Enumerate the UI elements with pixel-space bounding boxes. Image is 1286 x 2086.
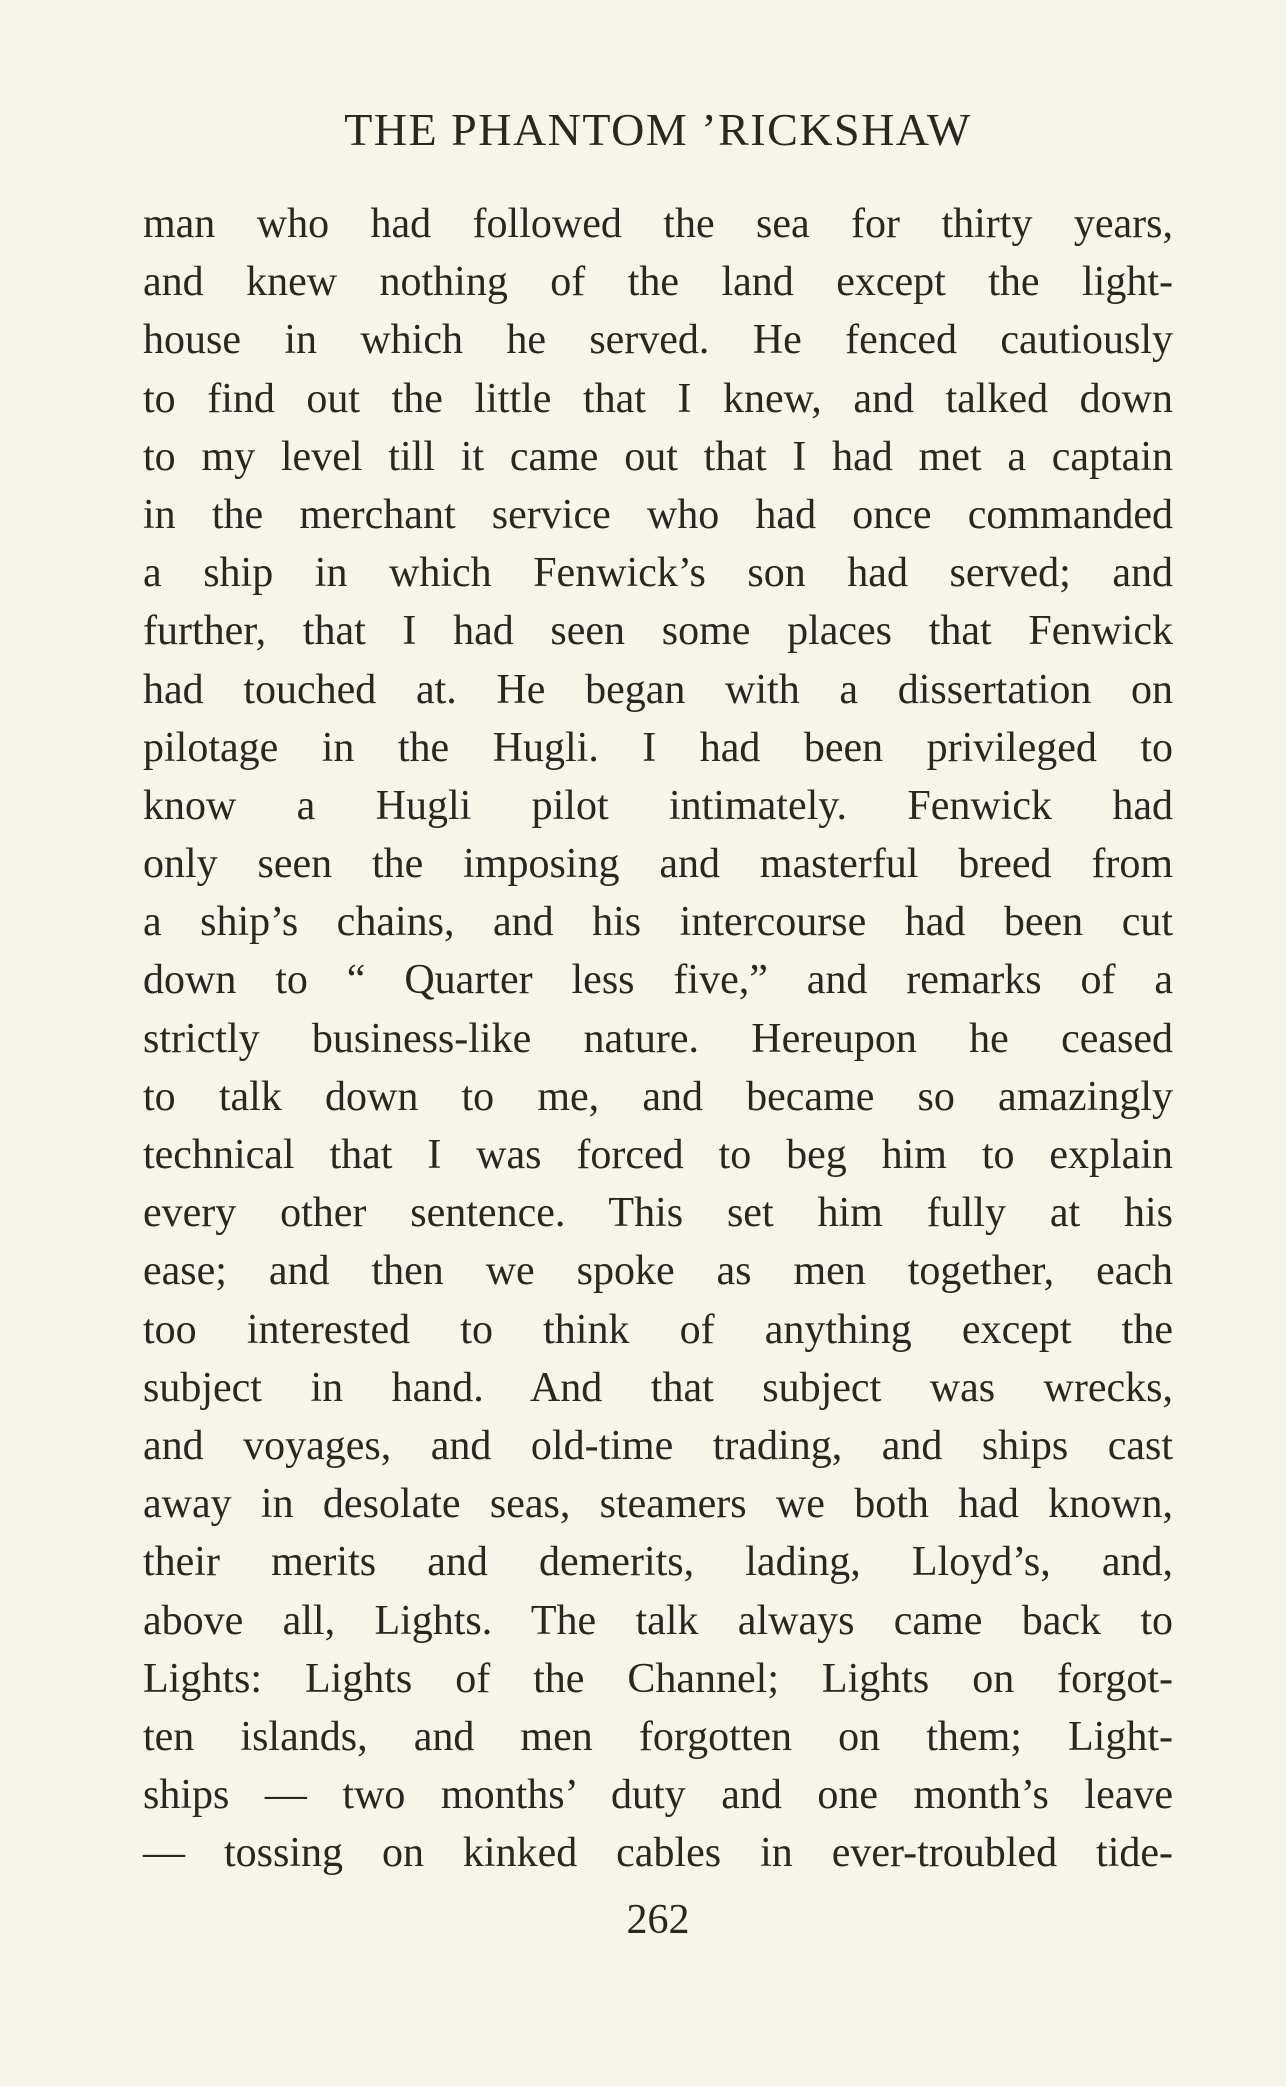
text-line: away in desolate seas, steamers we both had known, [143,1481,1173,1528]
text-line: too interested to think of anything except the [143,1306,1173,1353]
text-line: their merits and demerits, lading, Lloyd’s, and, [143,1539,1173,1586]
text-line: technical that I was forced to beg him to explain [143,1132,1173,1178]
text-line: to my level till it came out that I had met a captain [143,433,1173,480]
page-number: 262 [626,1897,690,1943]
body-text [143,195,1173,1882]
text-line: a ship in which Fenwick’s son had served; and [143,550,1173,597]
text-line: house in which he served. He fenced cautiously [143,317,1173,364]
text-line: a ship’s chains, and his intercourse had been cut [143,899,1173,946]
text-line: ten islands, and men forgotten on them; Light- [143,1713,1173,1760]
text-line: ease; and then we spoke as men together, each [143,1248,1173,1295]
text-line: know a Hugli pilot intimately. Fenwick had [143,782,1173,829]
text-line: to find out the little that I knew, and talked down [143,375,1173,422]
text-line: subject in hand. And that subject was wrecks, [143,1364,1173,1411]
text-line: in the merchant service who had once commanded [143,491,1173,538]
text-line: ships — two months’ duty and one month’s leave [143,1772,1173,1819]
text-line: above all, Lights. The talk always came back to [143,1597,1173,1644]
text-line: and knew nothing of the land except the light- [143,259,1173,306]
text-line: and voyages, and old-time trading, and ships cast [143,1422,1173,1469]
running-head: THE PHANTOM ’RICKSHAW [344,104,972,155]
text-line: — tossing on kinked cables in ever-troubled tide- [143,1830,1173,1877]
text-line: every other sentence. This set him fully at his [143,1190,1173,1237]
text-line: only seen the imposing and masterful breed from [143,841,1173,888]
text-line: Lights: Lights of the Channel; Lights on forgot- [143,1655,1173,1702]
text-line: man who had followed the sea for thirty years, [143,201,1173,247]
text-line: pilotage in the Hugli. I had been privileged to [143,724,1173,771]
text-line: had touched at. He began with a dissertation on [143,666,1173,713]
text-line: down to “ Quarter less five,” and remarks of a [143,957,1173,1004]
text-line: strictly business-like nature. Hereupon he ceased [143,1015,1173,1062]
text-line: further, that I had seen some places that Fenwick [143,608,1173,655]
text-line: to talk down to me, and became so amazingly [143,1073,1173,1120]
